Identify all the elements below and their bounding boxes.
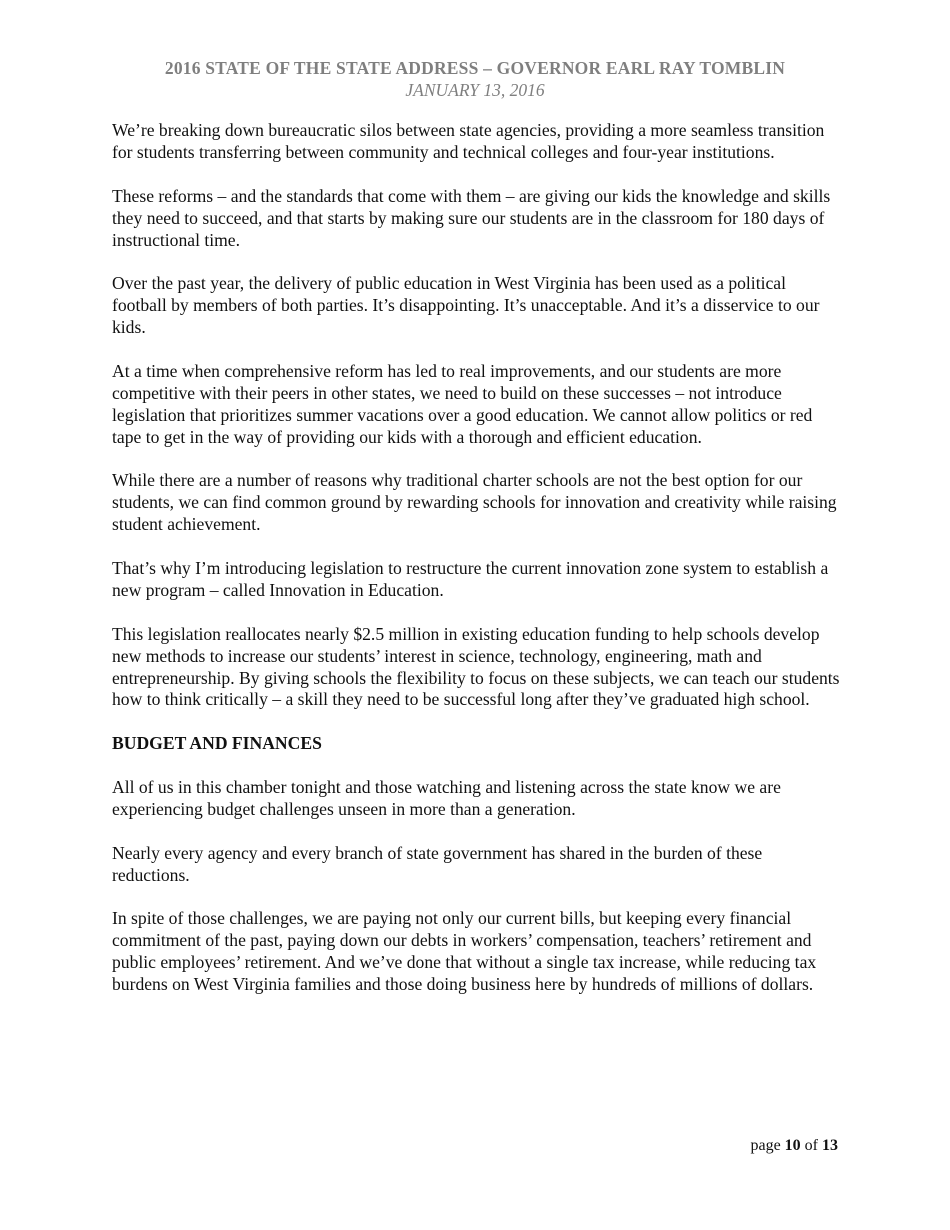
- paragraph: At a time when comprehensive reform has led to real improvements, and our students are more competitive with their peers in other states, we need to build on these successes – not introduce legislation that prioritizes summer vacations over a good education. We cannot allow politics or red tape to get in the way of providing our kids with a thorough and efficient education.: [112, 360, 813, 447]
- document-body: [112, 120, 842, 1018]
- paragraph: That’s why I’m introducing legislation to restructure the current innovation zone system to establish a new program – called Innovation in Education.: [112, 558, 829, 600]
- paragraph: While there are a number of reasons why traditional charter schools are not the best option for our students, we can find common ground by rewarding schools for innovation and creativity while raising student achievement.: [112, 470, 837, 535]
- header-title: 2016 STATE OF THE STATE ADDRESS – GOVERNOR EARL RAY TOMBLIN: [164, 58, 786, 78]
- page-header: [0, 57, 950, 101]
- paragraph: Nearly every agency and every branch of state government has shared in the burden of these reductions.: [112, 842, 763, 885]
- page-number-current: 10: [784, 1137, 801, 1154]
- page-number-prefix: page: [750, 1137, 781, 1154]
- paragraph: Over the past year, the delivery of public education in West Virginia has been used as a political football by members of both parties. It’s disappointing. It’s unacceptable. And it’s a disservice to our kids.: [112, 273, 820, 338]
- paragraph: We’re breaking down bureaucratic silos between state agencies, providing a more seamless transition for students transferring between community and technical colleges and four-year institutions.: [112, 120, 825, 162]
- page-number-total: 13: [822, 1137, 838, 1154]
- paragraph: All of us in this chamber tonight and those watching and listening across the state know we are experiencing budget challenges unseen in more than a generation.: [112, 777, 781, 819]
- page-number-separator: of: [804, 1137, 818, 1154]
- section-heading: BUDGET AND FINANCES: [112, 733, 322, 754]
- paragraph: This legislation reallocates nearly $2.5 million in existing education funding to help schools develop new methods to increase our students’ interest in science, technology, engineering, math and entrepreneurship. By giving schools the flexibility to focus on these subjects, we can teach our students how to think critically – a skill they need to be successful long after they’ve graduated high school.: [112, 623, 840, 710]
- paragraph: These reforms – and the standards that come with them – are giving our kids the knowledge and skills they need to succeed, and that starts by making sure our students are in the classroom for 180 days of instructional time.: [112, 185, 831, 250]
- page-number: [750, 1136, 838, 1156]
- paragraph: In spite of those challenges, we are paying not only our current bills, but keeping every financial commitment of the past, paying down our debts in workers’ compensation, teachers’ retirement and public employees’ retirement. And we’ve done that without a single tax increase, while reducing tax burdens on West Virginia families and those doing business here by hundreds of millions of dollars.: [112, 908, 817, 995]
- header-date: JANUARY 13, 2016: [405, 80, 545, 100]
